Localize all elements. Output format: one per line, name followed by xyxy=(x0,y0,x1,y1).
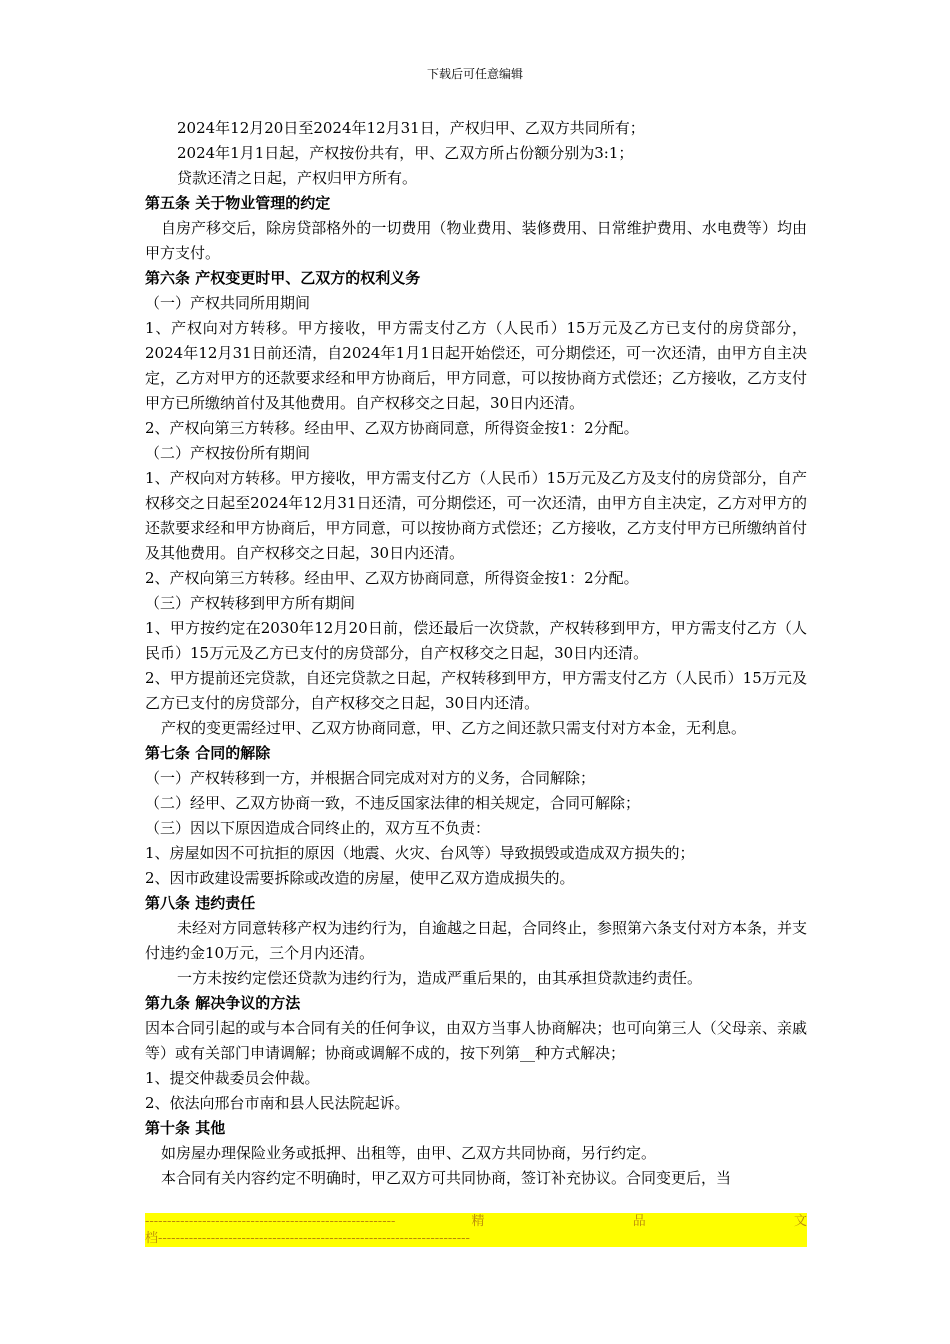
section-heading: 第七条 合同的解除 xyxy=(145,744,271,762)
paragraph: 自房产移交后，除房贷部格外的一切费用（物业费用、装修费用、日常维护费用、水电费等）均由甲方支付。 xyxy=(145,219,807,262)
paragraph: 1、提交仲裁委员会仲裁。 xyxy=(145,1069,320,1087)
section-heading: 第五条 关于物业管理的约定 xyxy=(145,194,331,212)
section-heading: 第九条 解决争议的方法 xyxy=(145,994,301,1012)
paragraph: 1、甲方按约定在2030年12月20日前，偿还最后一次贷款，产权转移到甲方，甲方需支付乙方（人民币）15万元及乙方已支付的房贷部分，自产权移交之日起，30日内还清。 xyxy=(145,619,807,662)
paragraph: 2、产权向第三方转移。经由甲、乙双方协商同意，所得资金按1：2分配。 xyxy=(145,569,639,587)
paragraph: 贷款还清之日起，产权归甲方所有。 xyxy=(177,169,418,187)
paragraph: 2、产权向第三方转移。经由甲、乙双方协商同意，所得资金按1：2分配。 xyxy=(145,419,639,437)
paragraph: 本合同有关内容约定不明确时，甲乙双方可共同协商，签订补充协议。合同变更后，当 xyxy=(161,1169,732,1187)
paragraph: （二）产权按份所有期间 xyxy=(145,444,311,462)
contract-body xyxy=(145,116,807,1191)
paragraph: 2024年1月1日起，产权按份共有，甲、乙双方所占份额分别为3:1； xyxy=(177,144,634,162)
paragraph: （一）产权共同所用期间 xyxy=(145,294,311,312)
paragraph: 因本合同引起的或与本合同有关的任何争议，由双方当事人协商解决；也可向第三人（父母亲、亲戚等）或有关部门申请调解；协商或调解不成的，按下列第__种方式解决； xyxy=(145,1019,807,1062)
paragraph: 1、产权向对方转移。甲方接收，甲方需支付乙方（人民币）15万元及乙方及支付的房贷部分，自产权移交之日起至2024年12月31日还清，可分期偿还，可一次还清，由甲方自主决定，乙方对甲方的还款要求经和甲方协商后，甲方同意，可以按协商方式偿还；乙方接收，乙方支付甲方已所缴纳首付及其他费用。自产权移交之日起，30日内还清。 xyxy=(145,469,807,562)
paragraph: 1、房屋如因不可抗拒的原因（地震、火灾、台风等）导致损毁或造成双方损失的； xyxy=(145,844,695,862)
paragraph: （三）产权转移到甲方所有期间 xyxy=(145,594,356,612)
section-heading: 第六条 产权变更时甲、乙双方的权利义务 xyxy=(145,269,421,287)
footer-line-1: --------------------------------------------------------- 精 品 文 xyxy=(145,1214,807,1229)
paragraph: 产权的变更需经过甲、乙双方协商同意，甲、乙方之间还款只需支付对方本金，无利息。 xyxy=(161,719,747,737)
paragraph: （三）因以下原因造成合同终止的，双方互不负责： xyxy=(145,819,491,837)
paragraph: 1、产权向对方转移。甲方接收，甲方需支付乙方（人民币）15万元及乙方已支付的房贷部分，2024年12月31日前还清，自2024年1月1日起开始偿还，可分期偿还，可一次还清，由甲方自主决定，乙方对甲方的还款要求经和甲方协商后，甲方同意，可以按协商方式偿还；乙方接收，乙方支付甲方已所缴纳首付及其他费用。自产权移交之日起，30日内还清。 xyxy=(145,319,807,412)
paragraph: （二）经甲、乙双方协商一致，不违反国家法律的相关规定，合同可解除； xyxy=(145,794,641,812)
paragraph: 2、因市政建设需要拆除或改造的房屋，使甲乙双方造成损失的。 xyxy=(145,869,575,887)
paragraph: （一）产权转移到一方，并根据合同完成对对方的义务，合同解除； xyxy=(145,769,596,787)
section-heading: 第十条 其他 xyxy=(145,1119,226,1137)
page-header: 下载后可任意编辑 xyxy=(426,67,523,81)
paragraph: 2、依法向邢台市南和县人民法院起诉。 xyxy=(145,1094,410,1112)
footer-line-2: 档----------------------------------------------------------------------- xyxy=(145,1231,470,1246)
section-heading: 第八条 违约责任 xyxy=(145,894,256,912)
paragraph: 2024年12月20日至2024年12月31日，产权归甲、乙双方共同所有； xyxy=(177,119,645,137)
paragraph: 2、甲方提前还完贷款，自还完贷款之日起，产权转移到甲方，甲方需支付乙方（人民币）15万元及乙方已支付的房贷部分，自产权移交之日起，30日内还清。 xyxy=(145,669,807,712)
paragraph: 如房屋办理保险业务或抵押、出租等，由甲、乙双方共同协商，另行约定。 xyxy=(161,1144,657,1162)
paragraph: 未经对方同意转移产权为违约行为，自逾越之日起，合同终止，参照第六条支付对方本条，并支付违约金10万元，三个月内还清。 xyxy=(145,919,808,962)
footer-banner xyxy=(145,1213,807,1247)
paragraph: 一方未按约定偿还贷款为违约行为，造成严重后果的，由其承担贷款违约责任。 xyxy=(177,969,703,987)
